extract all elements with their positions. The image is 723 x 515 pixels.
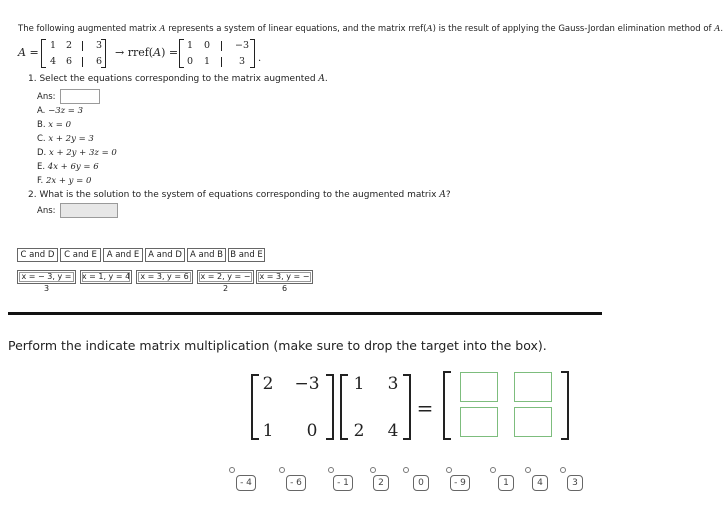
right-matrix-cell: 3 <box>387 374 399 394</box>
equals-sign: = <box>416 396 434 420</box>
R-augment-bar-1 <box>221 41 222 51</box>
q1-option-D <box>37 148 117 158</box>
q2-ans-label: Ans: <box>37 206 56 216</box>
drop-target-r1c2[interactable] <box>514 372 552 402</box>
drag-handle-icon[interactable] <box>328 467 334 473</box>
intro-after: ) is the result of applying the Gauss-Jordan elimination method of <box>432 24 715 34</box>
intro-A2: A <box>426 24 433 34</box>
q1-option-A <box>37 106 83 116</box>
number-chip[interactable]: 1 <box>498 475 514 491</box>
R-cell-23: 3 <box>239 56 246 67</box>
q1-answer-dropzone[interactable] <box>60 89 100 104</box>
left-matrix-cell: 0 <box>306 421 318 441</box>
right-matrix-cell: 2 <box>353 421 365 441</box>
drag-tile-eq[interactable]: C and D <box>17 248 58 262</box>
drop-target-r2c1[interactable] <box>460 407 498 437</box>
option-equation: x + 2y + 3z = 0 <box>48 148 117 158</box>
option-letter: B. <box>37 120 46 130</box>
right-matrix-cell: 4 <box>387 421 399 441</box>
q1-prompt-text: 1. Select the equations corresponding to the matrix augmented <box>28 74 319 84</box>
number-chip[interactable]: - 9 <box>450 475 470 491</box>
drag-tile-eq[interactable]: C and E <box>60 248 101 262</box>
A-cell-22: 6 <box>66 56 73 67</box>
left-matrix-cell: 2 <box>262 374 274 394</box>
A-cell-11: 1 <box>50 40 57 51</box>
option-letter: D. <box>37 148 47 158</box>
A-augment-bar-2 <box>82 57 83 67</box>
drag-handle-icon[interactable] <box>525 467 531 473</box>
q2-prompt <box>28 190 451 200</box>
number-chip[interactable]: - 6 <box>286 475 306 491</box>
R-augment-bar-2 <box>221 57 222 67</box>
number-chip[interactable]: 4 <box>532 475 548 491</box>
option-letter: E. <box>37 162 46 172</box>
q1-prompt-end: . <box>324 74 328 84</box>
drag-tile-eq[interactable]: A and B <box>187 248 226 262</box>
rref-arrow-end: ) = <box>161 46 179 59</box>
intro-middle: represents a system of linear equations, and the matrix rref( <box>165 24 427 34</box>
option-letter: F. <box>37 176 44 186</box>
rref-arrow-text: → rref( <box>115 46 154 59</box>
section-divider <box>8 312 602 315</box>
intro-end: . <box>720 24 723 34</box>
option-letter: C. <box>37 134 46 144</box>
q1-prompt <box>28 74 328 84</box>
q1-prompt-A: A <box>318 74 325 84</box>
drag-tile-solution[interactable]: x = 3, y = 6 <box>136 270 193 284</box>
left-matrix-cell: 1 <box>262 421 274 441</box>
drop-target-r1c1[interactable] <box>460 372 498 402</box>
part2-instruction: Perform the indicate matrix multiplication (make sure to drop the target into the box). <box>8 338 547 353</box>
right-matrix-left-bracket <box>340 374 348 440</box>
R-cell-22: 1 <box>204 56 211 67</box>
result-matrix-right-bracket <box>561 371 569 440</box>
drag-handle-icon[interactable] <box>446 467 452 473</box>
drag-handle-icon[interactable] <box>403 467 409 473</box>
q1-option-C <box>37 134 94 144</box>
q1-option-B <box>37 120 71 130</box>
drag-tile-solution[interactable]: x = 1, y = 4 <box>80 270 132 284</box>
number-chip[interactable]: 0 <box>413 475 429 491</box>
option-equation: 2x + y = 0 <box>45 176 92 186</box>
q1-ans-label: Ans: <box>37 92 56 102</box>
right-matrix-cell: 1 <box>353 374 365 394</box>
right-matrix-right-bracket <box>403 374 411 440</box>
option-equation: x + 2y = 3 <box>48 134 94 144</box>
number-chip[interactable]: 3 <box>567 475 583 491</box>
drag-handle-icon[interactable] <box>490 467 496 473</box>
q1-option-E <box>37 162 99 172</box>
number-chip[interactable]: - 1 <box>333 475 353 491</box>
R-cell-11: 1 <box>187 40 194 51</box>
intro-text <box>18 24 723 34</box>
rref-arrow-A: A <box>153 46 162 59</box>
R-cell-21: 0 <box>187 56 194 67</box>
matrix-period: . <box>258 53 262 64</box>
drag-tile-solution[interactable]: x = − 3, y = 3 <box>17 270 76 284</box>
option-equation: −3z = 3 <box>48 106 84 116</box>
drag-tile-solution[interactable]: x = 3, y = − 6 <box>256 270 313 284</box>
left-matrix-cell: −3 <box>294 374 320 394</box>
rref-arrow <box>115 46 178 59</box>
A-cell-12: 2 <box>66 40 73 51</box>
drag-handle-icon[interactable] <box>370 467 376 473</box>
q2-prompt-A: A <box>439 190 446 200</box>
A-cell-21: 4 <box>50 56 57 67</box>
lhs-label: A = <box>18 46 39 59</box>
drag-tile-eq[interactable]: A and E <box>103 248 143 262</box>
matrix-A-left-bracket <box>41 39 46 68</box>
intro-A3: A <box>714 24 721 34</box>
left-matrix-right-bracket <box>326 374 334 440</box>
R-cell-13: −3 <box>235 40 250 51</box>
drag-tile-solution[interactable]: x = 2, y = − 2 <box>197 270 254 284</box>
q1-option-F <box>37 176 91 186</box>
drop-target-r2c2[interactable] <box>514 407 552 437</box>
drag-tile-eq[interactable]: B and E <box>228 248 265 262</box>
number-chip[interactable]: - 4 <box>236 475 256 491</box>
drag-handle-icon[interactable] <box>279 467 285 473</box>
number-chip[interactable]: 2 <box>373 475 389 491</box>
drag-handle-icon[interactable] <box>229 467 235 473</box>
A-augment-bar-1 <box>82 41 83 51</box>
matrix-R-left-bracket <box>179 39 184 68</box>
intro-before: The following augmented matrix <box>18 24 160 34</box>
left-matrix-left-bracket <box>251 374 259 440</box>
intro-A: A <box>159 24 166 34</box>
A-cell-23: 6 <box>96 56 103 67</box>
R-cell-12: 0 <box>204 40 211 51</box>
result-matrix-left-bracket <box>443 371 451 440</box>
matrix-A-right-bracket <box>101 39 106 68</box>
option-equation: x = 0 <box>48 120 71 130</box>
q2-prompt-end: ? <box>445 190 451 200</box>
drag-handle-icon[interactable] <box>560 467 566 473</box>
drag-tile-eq[interactable]: A and D <box>145 248 185 262</box>
q2-prompt-text: 2. What is the solution to the system of equations corresponding to the augmented matrix <box>28 190 440 200</box>
q2-answer-dropzone[interactable] <box>60 203 118 218</box>
matrix-R-right-bracket <box>250 39 255 68</box>
option-equation: 4x + 6y = 6 <box>47 162 99 172</box>
A-cell-13: 3 <box>96 40 103 51</box>
option-letter: A. <box>37 106 46 116</box>
